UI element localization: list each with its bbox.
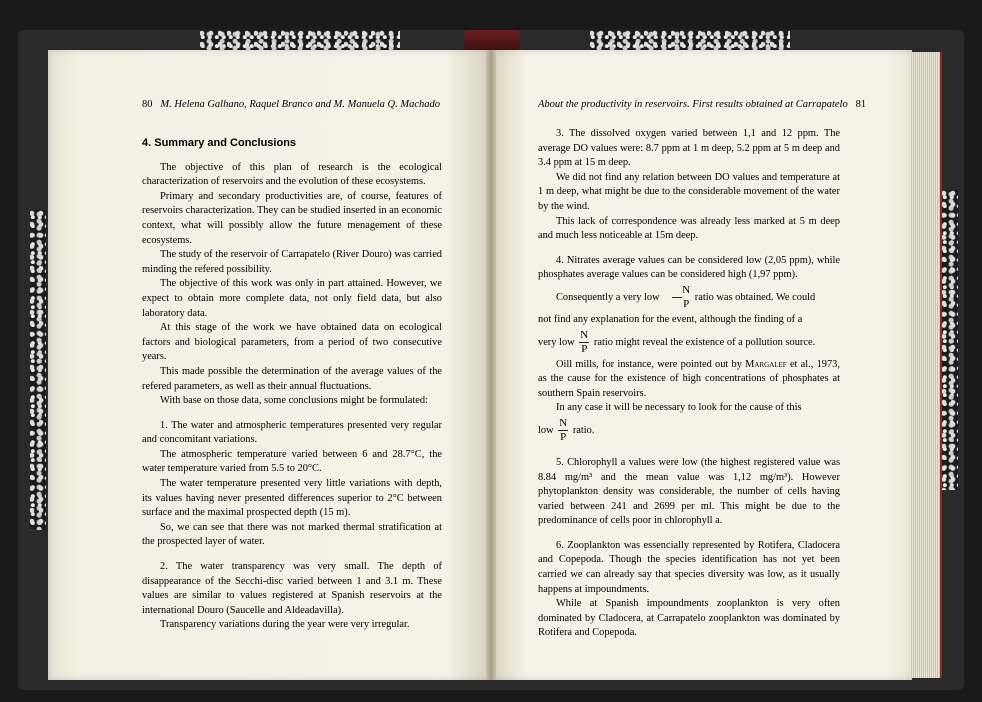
paragraph: This made possible the determination of the average values of the refered parameters, as well as their annual fluctuations. (142, 365, 442, 392)
paragraph-with-fraction (538, 328, 840, 358)
paragraph: The objective of this work was only in part attained. However, we expect to obtain more complete data, not only field data, but also laboratory data. (142, 278, 442, 319)
right-page-body (538, 127, 840, 641)
paragraph: The objective of this plan of research is the ecological characterization of reservoirs and the evolution of these ecosystems. (142, 161, 442, 188)
paragraph: This lack of correspondence was already less marked at 5 m deep and much less noticeable at 15m deep. (538, 215, 840, 242)
paragraph-with-fraction (538, 283, 840, 313)
right-running-head (538, 99, 866, 110)
text-span: low (538, 424, 554, 436)
n-p-fraction (579, 330, 589, 355)
paragraph: With base on those data, some conclusions might be formulated: (160, 395, 428, 407)
fraction-denominator: P (683, 298, 690, 311)
text-span: ratio. (572, 424, 595, 436)
paragraph-with-fraction (538, 416, 840, 446)
paragraph: At this stage of the work we have obtained data on ecological factors and biological parameters, from a period of two consecutive years. (142, 322, 442, 363)
fraction-denominator: P (581, 342, 588, 355)
text-span: ratio might reveal the existence of a pollution source. (593, 336, 816, 348)
n-p-fraction (558, 418, 568, 443)
fraction-denominator: P (560, 431, 567, 444)
paragraph: Transparency variations during the year were very irregular. (160, 619, 410, 631)
page-edges (910, 52, 942, 678)
fraction-numerator: N (580, 328, 589, 341)
left-running-head (142, 99, 440, 110)
right-running-title: About the productivity in reservoirs. First results obtained at Carrapatelo (538, 99, 848, 110)
text-span: et al., 1973, as the cause for the existence of high concentrations of phosphates at southern Spain reservoirs. (538, 358, 840, 399)
paragraph: We did not find any relation between DO values and temperature at 1 m deep, what might be due to the considerable movement of the water by the wind. (538, 171, 840, 212)
left-running-title: M. Helena Galhano, Raquel Branco and M. Manuela Q. Machado (160, 99, 441, 110)
text-span: Oill mills, for instance, were pointed out by (556, 358, 742, 370)
paragraph (538, 358, 840, 402)
paragraph: 5. Chlorophyll a values were low (the highest registered value was 8.84 mg/m³ and the mean value was 1,12 mg/m³). However phytoplankton density was considerable, the number of cells having varied between 241 and 2699 per ml. This might be due to the predominance of cells poor in chlorophyll a. (538, 456, 840, 527)
paragraph: 6. Zooplankton was essencially represented by Rotifera, Cladocera and Copepoda. Though the species identification has not yet been carried we can already say that species diversity was low, as it usually happens at impoundments. (538, 539, 840, 595)
paragraph: The water temperature presented very little variations with depth, its values having never presented differences superior to 2°C between surface and the maximal prospected depth (15 m). (142, 478, 442, 519)
paragraph: While at Spanish impoundments zooplankton is very often dominated by Cladocera, at Carrapatelo zooplankton was dominated by Rotifera and Copepoda. (538, 598, 840, 639)
paragraph: 1. The water and atmospheric temperatures presented very regular and concomitant variations. (142, 419, 442, 446)
left-page-body (142, 136, 442, 633)
marbled-cover-top-right (590, 30, 790, 50)
paragraph: The study of the reservoir of Carrapatelo (River Douro) was carried minding the refered possibility. (142, 249, 442, 275)
right-page-number: 81 (855, 99, 867, 110)
text-span: very low (538, 336, 575, 348)
paragraph: 4. Nitrates average values can be considered low (2,05 ppm), while phosphates average values can be considered high (1,97 ppm). (538, 254, 840, 281)
marbled-cover-right-edge (942, 190, 958, 490)
book-spine (464, 30, 520, 52)
paragraph: So, we can see that there was not marked thermal stratification at the prospected layer of water. (142, 521, 442, 548)
fraction-numerator: N (559, 417, 568, 430)
text-span: Consequently a very low (556, 291, 660, 303)
marbled-cover-left-edge (30, 210, 46, 530)
paragraph: 2. The water transparency was very small. The depth of disappearance of the Secchi-disc varied between 1 and 3.1 m. These values are similar to values registered at Spanish reservoirs at the international Douro (Saucelle and Aldeadavilla). (142, 561, 442, 616)
paragraph: The atmospheric temperature varied between 6 and 28.7°C, the water temperature varied from 5.5 to 20°C. (142, 448, 442, 475)
paragraph: 3. The dissolved oxygen varied between 1,1 and 12 ppm. The average DO values were: 8.7 ppm at 1 m deep, 5.2 ppm at 5 m deep and 3.4 ppm at 15 m deep. (538, 128, 840, 169)
text-span: ratio was obtained. We could (694, 291, 816, 303)
section-heading: 4. Summary and Conclusions (142, 137, 297, 149)
paragraph: not find any explanation for the event, although the finding of a (538, 313, 803, 325)
paragraph: In any case it will be necessary to look for the cause of this (556, 402, 802, 414)
left-page-number: 80 (142, 99, 153, 110)
book-gutter (486, 50, 496, 680)
fraction-numerator: N (682, 284, 691, 297)
marbled-cover-top-left (200, 30, 400, 50)
author-name: Margalef (745, 358, 787, 370)
paragraph: Primary and secondary productivities are, of course, features of reservoirs characterization. They can be studied inserted in an economic context, what will possibly allow the future menagement of these ecosystems. (142, 190, 442, 246)
n-p-fraction (664, 285, 690, 310)
